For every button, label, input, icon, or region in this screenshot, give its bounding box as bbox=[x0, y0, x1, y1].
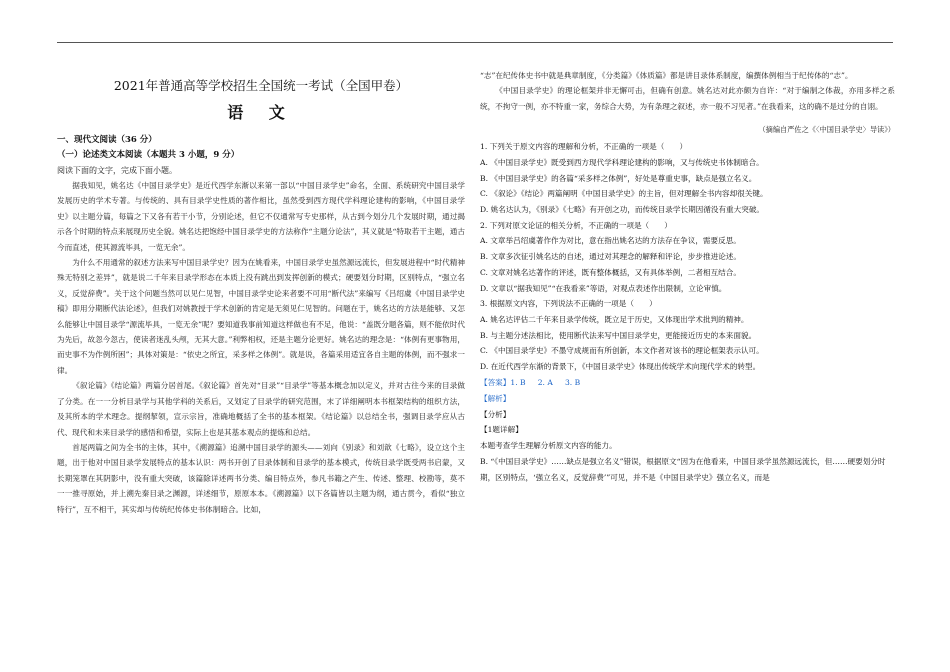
question-option: D. 姚名达认为，《别录》《七略》有开创之功，而传统目录学长期因循没有重大突破。 bbox=[480, 205, 765, 215]
question-option: B. 文章多次征引姚名达的自述，通过对其理念的解释和评论，步步推进论述。 bbox=[480, 252, 741, 262]
analysis-text: 本题考查学生理解分析原文内容的能力。 bbox=[480, 441, 617, 451]
analysis-text: B. “《中国目录学史》……缺点是强立名义”错误，根据原文“因为在他看来，中国目录学虽然源远流长，但……硬要划分时期，区别特点，‘强立名义，反觉辞费’”可见，并不是《中国目录学史》强立名义，而是 bbox=[480, 456, 886, 482]
question-option: A. 文章举吕绍虞著作作为对比，意在指出姚名达的方法存在争议，需要反思。 bbox=[480, 236, 741, 246]
answer-line bbox=[480, 375, 895, 391]
passage-paragraph: 为什么不用通常的叙述方法来写中国目录学史？因为在姚看来，中国目录学史虽然源远流长，但发展进程中“时代精神殊无特别之差异”，就是说二千年来目录学形态在本质上没有跳出到发挥创新的模式；硬要划分时期，区别特点，“强立名义，反觉辞费”。关于这个问题当然可以见仁见智，中国目录学史论来者要不可用“断代法”来编写《吕绍虞《中国目录学史稿》即用分期断代法论述》，但我们对姚教授于学术创新的肯定是无须见仁见智的。问题在于，姚名达的方法是能够、又怎么能够让中国目录学“源流毕具，一览无余”呢？要知道我事前知道这样做也有不足，他说：“盖既分题各篇，则不能依时代为先后，故忽今忽古，使读者迷乱头颅，无其大意。”利弊相权，还是主题分论更好。姚名达的理念是：“体例有更事物用，而史事不为作例所困”；具体对策是：“依史之所宜，采多样之体例”。就是说，各篇采用适宜各自主题的体例，而不强求一律。 bbox=[57, 258, 465, 375]
answer-1: 1. B bbox=[510, 377, 526, 387]
fenxi-label: 【分析】 bbox=[480, 409, 511, 419]
instruction: 阅读下面的文字，完成下面小题。 bbox=[57, 166, 177, 175]
right-column bbox=[480, 68, 895, 485]
section-heading: 一、现代文阅读（36 分） bbox=[57, 135, 157, 145]
answer-2: 2. A bbox=[537, 377, 553, 387]
passage-paragraph: 《中国目录学史》的理论框架并非无懈可击，但确有创意。姚名达对此亦颇为自许：“对于编制之体裁，亦用多样之系统，不拘守一例，亦不特重一家，务综合大势，为有条理之叙述，亦一般不习见者。”在我看来，这的确不是过分的自诩。 bbox=[480, 86, 895, 111]
left-column bbox=[57, 68, 465, 517]
question-option: B. 与主题分述法相比，使用断代法来写中国目录学史，更能接近历史的本来面貌。 bbox=[480, 330, 757, 340]
question-option: A. 《中国目录学史》既受到西方现代学科理论建构的影响，又与传统史书体制暗合。 bbox=[480, 157, 764, 167]
question-option: C. 文章对姚名达著作的评述，既有整体概括，又有具体举例，二者相互结合。 bbox=[480, 267, 741, 277]
question-stem: 2. 下列对原文论证的相关分析，不正确的一项是（ ） bbox=[480, 220, 672, 230]
question-option: C. 《中国目录学史》不墨守成规而有所创新，本文作者对该书的理论框架表示认可。 bbox=[480, 346, 764, 356]
answer-3: 3. B bbox=[564, 377, 581, 387]
passage-paragraph: “志”在纪传体史书中就是典章制度，《分类篇》《体质篇》都是讲目录体系制度，编撰体例相当于纪传体的“志”。 bbox=[480, 71, 853, 80]
top-rule bbox=[57, 42, 893, 43]
question-option: D. 在近代西学东渐的背景下，《中国目录学史》体现出传统学术向现代学术的转型。 bbox=[480, 362, 761, 372]
passage-paragraph: 《叙论篇》《结论篇》两篇分居首尾。《叙论篇》首先对“目录”“目录学”等基本概念加以定义，并对古往今来的目录做了分类。在一一分析目录学与其他学科的关系后，又划定了目录学的研究范围，末了详细阐明本书框架结构的组织方法，及其所本的学术理念。提纲挈领，宣示宗旨，准确地概括了全书的基本框架。《结论篇》以总结全书，强调目录学应从古代、现代和未来目录学的感悟和希望，实际上也是其基本观点的提炼和总结。 bbox=[57, 381, 465, 437]
answer-label: 【答案】 bbox=[480, 377, 511, 387]
question-option: C. 《叙论》《结论》两篇阐明《中国目录学史》的主旨，但对理解全书内容却很关键。 bbox=[480, 189, 768, 199]
jiexi-label: 【解析】 bbox=[480, 393, 511, 403]
subsection-heading: （一）论述类文本阅读（本题共 3 小题，9 分） bbox=[57, 150, 240, 160]
subject-title: 语 文 bbox=[227, 103, 295, 122]
passage-paragraph: 据我知见，姚名达《中国目录学史》是近代西学东渐以来第一部以“中国目录学史”命名，全面、系统研究中国目录学发展历史的学术专著。与传统的、具有目录学史性质的著作相比，虽然受到西方现代学科理论建构的影响，《中国目录学史》以主题分篇，每篇之下又各有若干小节，分别论述，但它不仅通常写专史那样，从古到今划分几个发展时期，通过揭示各个时期的特点来展现历史全貌。姚名达把饱经中国目录学史的方法称作“主题分论法”，其义就是“特取若干主题，通古今而直述，使其源流毕具，一览无余”。 bbox=[57, 181, 465, 252]
question-stem: 3. 根据原文内容，下列说法不正确的一项是（ ） bbox=[480, 299, 657, 309]
question-option: A. 姚名达评估二千年来目录学传统，既立足于历史，又体现出学术批判的精神。 bbox=[480, 314, 749, 324]
source-citation: （摘编自严佐之《〈中国目录学史〉导读》） bbox=[758, 125, 895, 135]
exam-title: 2021年普通高等学校招生全国统一考试（全国甲卷） bbox=[113, 78, 409, 93]
analysis-heading: 【1题详解】 bbox=[480, 425, 523, 435]
question-option: B. 《中国目录学史》的各篇“采多样之体例”，好处是尊重史事，缺点是强立名义。 bbox=[480, 173, 757, 183]
question-option: D. 文章以“据我知见”“在我看来”等语，对观点表述作出限制，立论审慎。 bbox=[480, 283, 727, 293]
question-stem: 1. 下列关于原文内容的理解和分析，不正确的一项是（ ） bbox=[480, 142, 688, 152]
passage-paragraph: 首尾两篇之间为全书的主体，其中，《溯源篇》追溯中国目录学的源头——刘向《别录》和刘歆《七略》，设立这个主题，出于他对中国目录学发展特点的基本认识：两书开创了目录体制和目录学的基本模式，传统目录学既受两书启蒙，又长期笼罩在其阴影中，没有重大突破，该篇除详述两书分类、编目特点外，参凡书籍之产生、传述、整理、校勘等，莫不一一推寻原始，并上溯先秦目录之渊源，详述细节，原原本本。《溯源篇》以下各篇皆以主题为纲，通古贯今，看似“独立特行”，互不相干，其实却与传统纪传体史书体制暗合。比如， bbox=[57, 442, 465, 514]
